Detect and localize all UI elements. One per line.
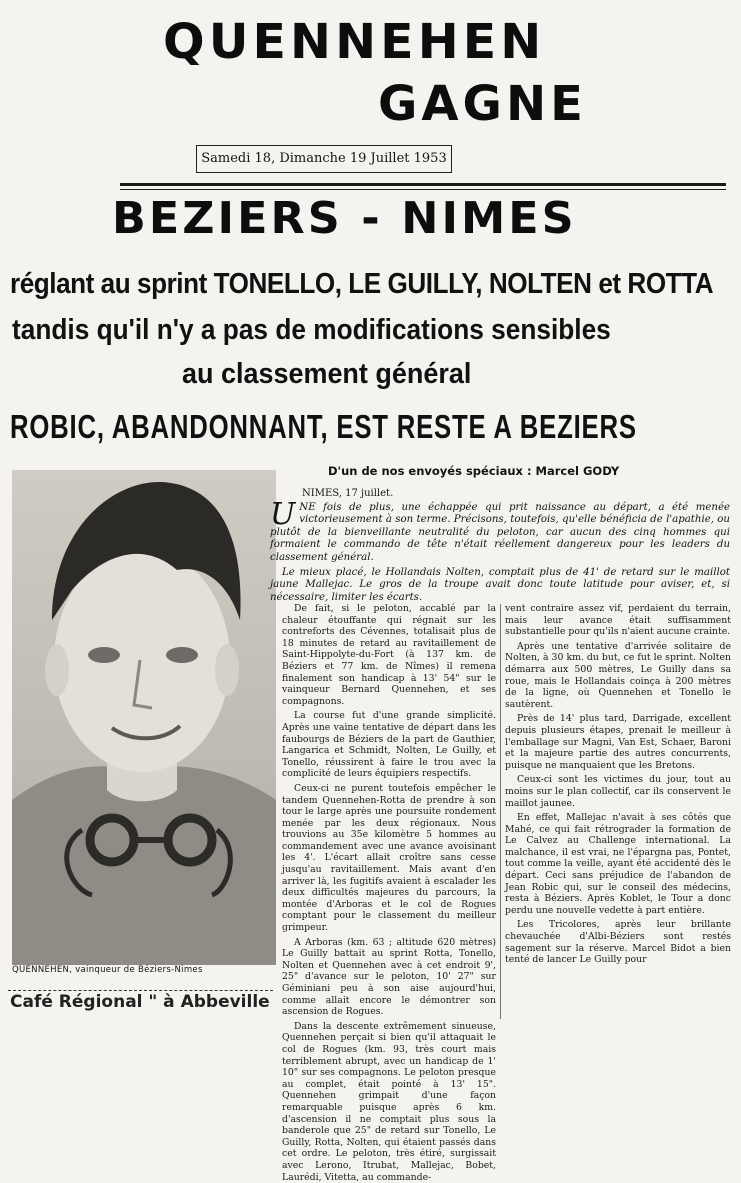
teaser-rule [8, 990, 273, 991]
byline: D'un de nos envoyés spéciaux : Marcel GODY [328, 464, 620, 478]
stage-title: BEZIERS - NIMES [112, 193, 577, 244]
right-p4: Ceux-ci sont les victimes du jour, tout au moins sur le plan collectif, car ils conservent le maillot jaunee. [505, 774, 731, 809]
subhead-4: ROBIC, ABANDONNANT, EST RESTE A BEZIERS [10, 408, 637, 445]
top-rule [120, 183, 726, 186]
mid-p3: Ceux-ci ne purent toutefois empêcher le tandem Quennehen-Rotta de prendre à son tour le large après une poursuite rondement menée par les deux régionaux. Nous trouvions au 35e kilomètre 5 hommes au commandement avec une avance avoisinant les 4'. L'écart allait croître sans cesse jusqu'au ravitaillement. Mais avant d'en arriver là, les fugitifs avaient à escalader les deux difficultés majeures du parcours, la montée d'Arboras et le col de Rogues comptant pour le classement du meilleur grimpeur. [282, 782, 496, 934]
lead-paragraph [270, 497, 730, 607]
article-column-middle [282, 603, 496, 1183]
mid-p5: Dans la descente extrêmement sinueuse, Quennehen perçait si bien qu'il attaquait le col de Rogues (km. 93, très court mais terriblement abrupt, avec un handicap de 1' 10" sur ses compagnons. Le peloton presque au complet, était pointé à 13' 15". Quennehen grimpait d'une façon remarquable puisque après 6 km. d'ascension il ne comptait plus sous la banderole que 25" de retard sur Tonello, Le Guilly, Rotta, Nolten, qui étaient passés dans cet ordre. Le peloton, très étiré, surgissait avec Lerono, Itrubat, Mallejac, Bobet, Laurédi, Vitetta, au commande- [282, 1020, 496, 1183]
dateline: NIMES, 17 juillet. [302, 488, 394, 499]
subhead-1: réglant au sprint TONELLO, LE GUILLY, NOLTEN et ROTTA [10, 268, 714, 300]
portrait-illustration [12, 470, 276, 965]
mid-p1: De fait, si le peloton, accablé par la chaleur étouffante qui régnait sur les contreforts des Cévennes, totalisait plus de 18 minutes de retard au ravitaillement de Saint-Hippolyte-du-Fort (à 137 km. de Béziers et 77 km. de Nîmes) il remena finalement son handicap à 13' 54" sur le vainqueur Bernard Quennehen, et ses compagnons. [282, 603, 496, 707]
footer-teaser: Café Régional " à Abbeville [10, 992, 270, 1012]
headline-line-2: GAGNE [378, 76, 587, 132]
article-column-right [505, 603, 731, 1021]
top-rule-thin [120, 189, 726, 190]
subhead-2: tandis qu'il n'y a pas de modifications sensibles [12, 314, 611, 346]
date-box: Samedi 18, Dimanche 19 Juillet 1953 [196, 145, 452, 173]
photo-caption: QUENNEHEN, vainqueur de Béziers-Nimes [12, 965, 203, 975]
portrait-photo [12, 470, 276, 965]
right-p6: Les Tricolores, après leur brillante chevauchée d'Albi-Béziers sont restés sagement sur la réserve. Marcel Bidot a bien tenté de lancer Le Guilly pour [505, 919, 731, 966]
right-p1: vent contraire assez vif, perdaient du terrain, mais leur avance était suffisamment substantielle pour qu'ils n'aient aucune crainte. [505, 603, 731, 638]
mid-p2: La course fut d'une grande simplicité. Après une vaine tentative de départ dans les faubourgs de Béziers de la part de Gauthier, Langarica et Schmidt, Nolten, Le Guilly, et Tonello, réussirent à faire le trou avec la complicité de leurs équipiers respectifs. [282, 710, 496, 780]
headline-line-1: QUENNEHEN [163, 14, 546, 70]
lead-dropcap: U [270, 497, 296, 532]
mid-p4: A Arboras (km. 63 ; altitude 620 mètres) Le Guilly battait au sprint Rotta, Tonello, Nolten et Quennehen avec à cet endroit 9', 25" d'avance sur le peloton, 10' 27" sur Géminiani peu à son aise aujourd'hui, comme allait encore le démontrer son ascension de Rogues. [282, 936, 496, 1018]
column-divider [500, 604, 501, 1019]
right-p5: En effet, Mallejac n'avait à ses côtés que Mahé, ce qui fait rétrograder la formation de Le Calvez au Challenge international. La malchance, il est vrai, ne l'épargna pas, Pontet, tout comme la veille, ayant été accidenté dès le départ. Ceci sans préjudice de l'abandon de Jean Robic qui, sur le conseil des médecins, resta à Béziers. Après Koblet, le Tour a donc perdu une nouvelle vedette à part entière. [505, 812, 731, 916]
lead-p2: Le mieux placé, le Hollandais Nolten, comptait plus de 41' de retard sur le maillot jaune Mallejac. Le gros de la troupe avait donc toute latitude pour aviser, et, si nécessaire, limiter les écarts. [270, 567, 730, 603]
right-p2: Après une tentative d'arrivée solitaire de Nolten, à 30 km. du but, ce fut le sprint. Nolten démarra aux 500 mètres, Le Guilly dans sa roue, mais le Hollandais coinça à 200 mètres de la ligne, où Quennehen et Tonello le sautèrent. [505, 640, 731, 710]
right-p3: Près de 14' plus tard, Darrigade, excellent depuis plusieurs étapes, prenait le meilleur à l'emballage sur Magni, Van Est, Schaer, Baroni et la majeure partie des autres concurrents, puisque ne manquaient que les Bretons. [505, 713, 731, 771]
subhead-3: au classement général [182, 358, 472, 390]
lead-p1: NE fois de plus, une échappée qui prit naissance au départ, a été menée victorieusement à son terme. Précisons, toutefois, qu'elle bénéficia de l'apathie, ou plutôt de la bienveillante neutralité du peloton, car aucun des cinq hommes qui formaient le commando de tête n'était réellement dangereux pour les leaders du classement général. [270, 502, 730, 563]
